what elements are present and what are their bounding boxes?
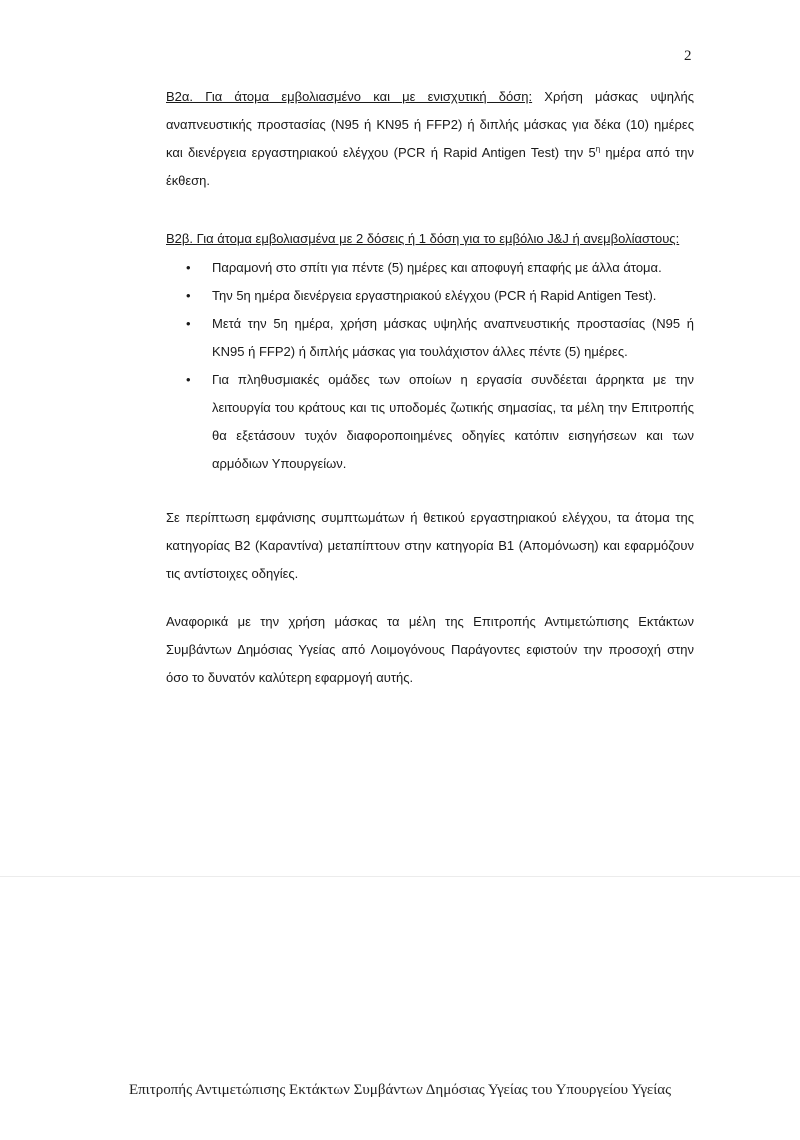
paragraph-symptoms: Σε περίπτωση εμφάνισης συμπτωμάτων ή θετικού εργαστηριακού ελέγχου, τα άτομα της κατηγορίας Β2 (Καραντίνα) μεταπίπτουν στην κατηγορία Β1 (Απομόνωση) και εφαρμόζουν τις αντίστοιχες οδηγίες. [166, 510, 694, 581]
page-footer: Επιτροπής Αντιμετώπισης Εκτάκτων Συμβάντων Δημόσιας Υγείας του Υπουργείου Υγείας [128, 1082, 672, 1098]
list-item [166, 282, 694, 310]
document-body [166, 83, 694, 692]
list-item-text: Για πληθυσμιακές ομάδες των οποίων η εργασία συνδέεται άρρηκτα με την λειτουργία του κράτους και τις υποδομές ζωτικής σημασίας, τα μέλη την Επιτροπής θα εξετάσουν τυχόν διαφοροποιημένες οδηγίες κατόπιν εισηγήσεων και των αρμόδιων Υπουργείων. [212, 372, 694, 471]
list-item-text: Μετά την 5η ημέρα, χρήση μάσκας υψηλής αναπνευστικής προστασίας (Ν95 ή KN95 ή FFP2) ή διπλής μάσκας για τουλάχιστον άλλες πέντε (5) ημέρες. [212, 316, 694, 359]
bullet-icon: • [186, 372, 191, 387]
list-item [166, 310, 694, 366]
section-b2a-text-end: ημέρα από την έκθεση. [166, 145, 694, 188]
section-b2a-text: Χρήση μάσκας υψηλής αναπνευστικής προστασίας (Ν95 ή KN95 ή FFP2) ή διπλής μάσκας για δέκα (10) ημέρες και διενέργεια εργαστηριακού ελέγχου (PCR ή Rapid Antigen Test) την 5 [166, 89, 694, 160]
list-item-text: Την 5η ημέρα διενέργεια εργαστηριακού ελέγχου (PCR ή Rapid Antigen Test). [212, 288, 657, 303]
list-item-text: Παραμονή στο σπίτι για πέντε (5) ημέρες και αποφυγή επαφής με άλλα άτομα. [212, 260, 662, 275]
paragraph-mask: Αναφορικά με την χρήση μάσκας τα μέλη της Επιτροπής Αντιμετώπισης Εκτάκτων Συμβάντων Δημόσιας Υγείας από Λοιμογόνους Παράγοντες εφιστούν την προσοχή στην όσο το δυνατόν καλύτερη εφαρμογή αυτής. [166, 614, 694, 685]
page-number: 2 [684, 48, 692, 64]
superscript-eta: η [595, 144, 601, 154]
list-item [166, 254, 694, 282]
section-b2b-heading-text: Β2β. Για άτομα εμβολιασμένα με 2 δόσεις ή 1 δόση για το εμβόλιο J&J ή ανεμβολίαστους: [166, 231, 680, 246]
section-b2b-heading [166, 225, 694, 253]
bullet-icon: • [186, 260, 191, 275]
bullet-icon: • [186, 316, 191, 331]
section-b2a-heading: Β2α. Για άτομα εμβολιασμένο και με ενισχυτική δόση: [166, 89, 533, 104]
section-b2b-list [166, 254, 694, 478]
footer-divider [0, 876, 800, 877]
section-b2a [166, 83, 694, 195]
bullet-icon: • [186, 288, 191, 303]
list-item [166, 366, 694, 478]
